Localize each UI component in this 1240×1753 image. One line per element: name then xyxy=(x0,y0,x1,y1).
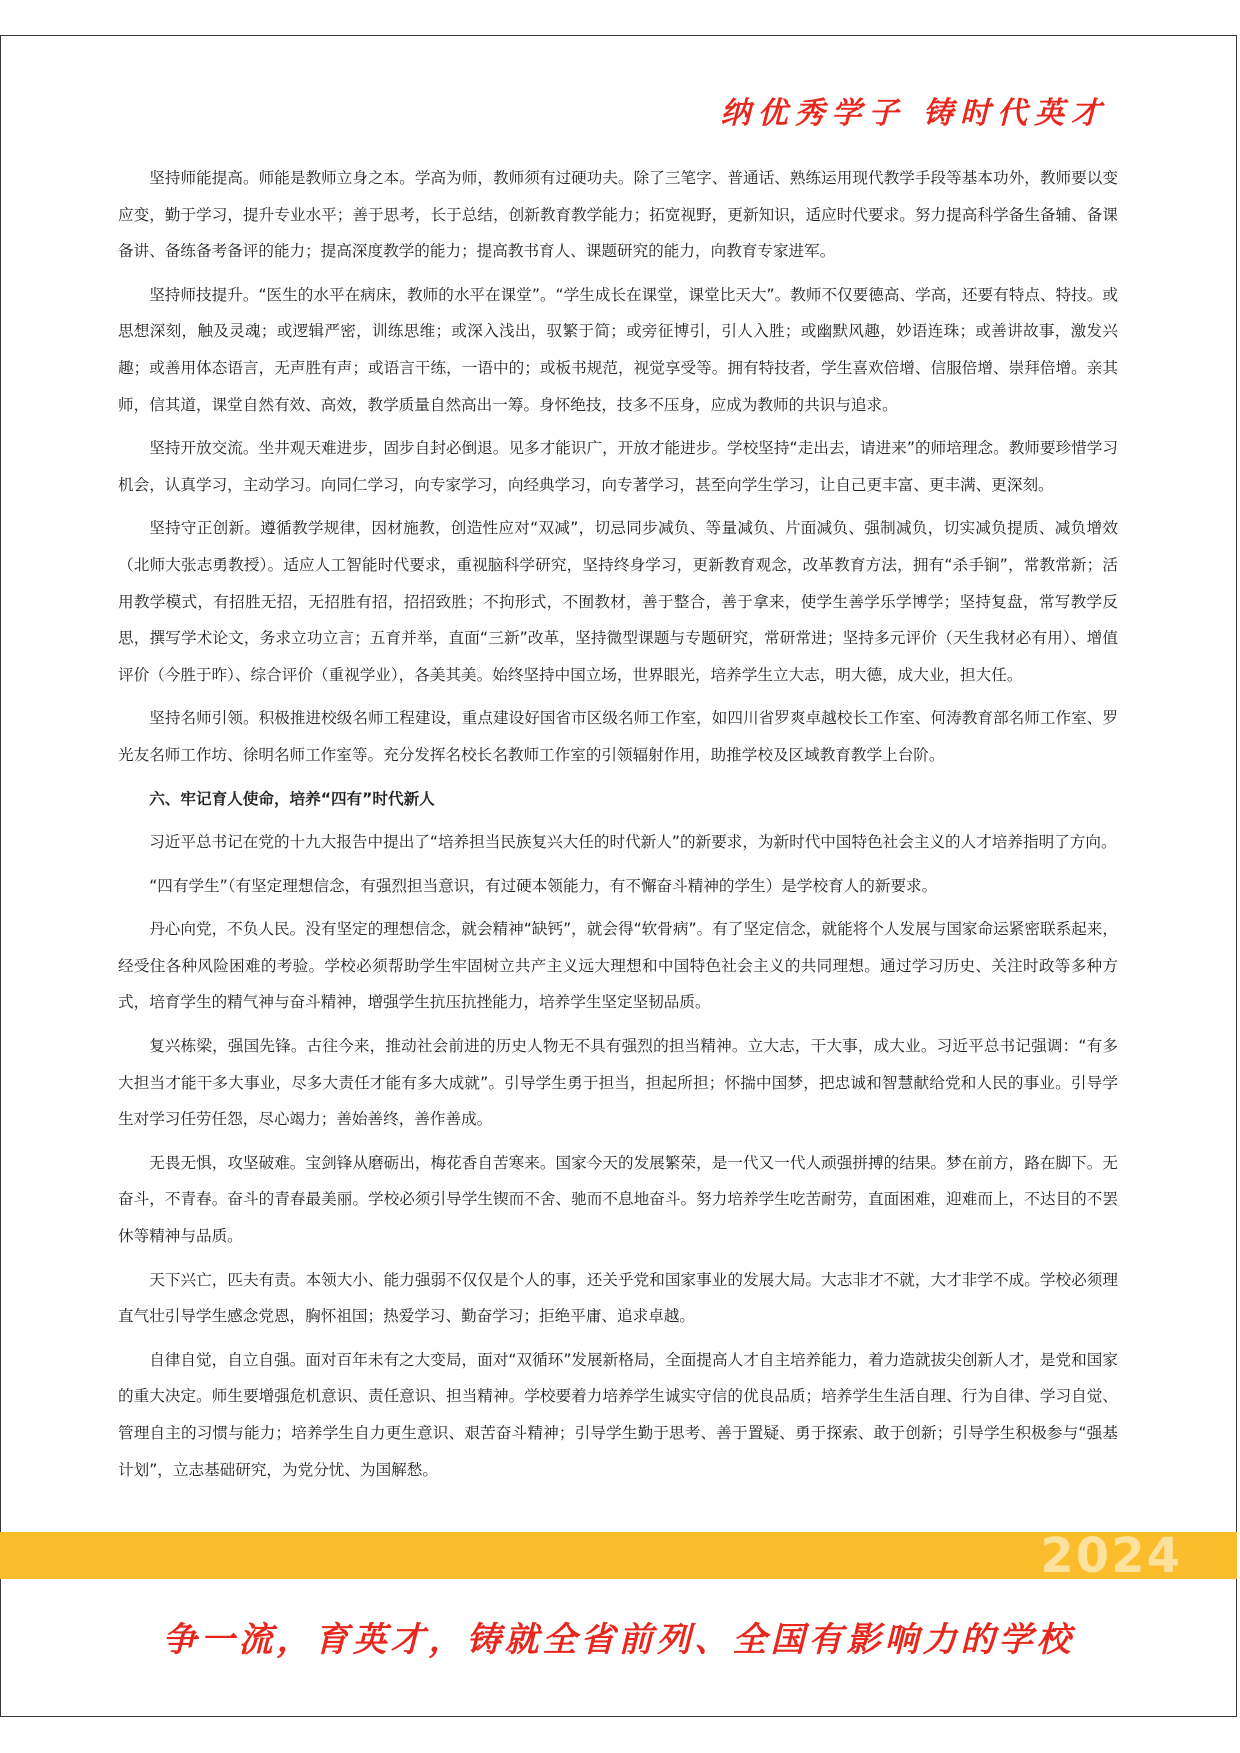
paragraph: 复兴栋梁，强国先锋。古往今来，推动社会前进的历史人物无不具有强烈的担当精神。立大志，干大事，成大业。习近平总书记强调：“有多大担当才能干多大事业，尽多大责任才能有多大成就”。引导学生勇于担当，担起所担；怀揣中国梦，把忠诚和智慧献给党和人民的事业。引导学生对学习任劳任怨，尽心竭力；善始善终，善作善成。 xyxy=(118,1037,1118,1129)
paragraph: 坚持开放交流。坐井观天难进步，固步自封必倒退。见多才能识广，开放才能进步。学校坚持“走出去，请进来”的师培理念。教师要珍惜学习机会，认真学习，主动学习。向同仁学习，向专家学习，向经典学习，向专著学习，甚至向学生学习，让自己更丰富、更丰满、更深刻。 xyxy=(118,439,1118,494)
paragraph: “四有学生”（有坚定理想信念，有强烈担当意识，有过硬本领能力，有不懈奋斗精神的学生）是学校育人的新要求。 xyxy=(149,876,938,895)
article-body xyxy=(118,160,1118,1495)
footer-year: 2024 xyxy=(1040,1528,1182,1584)
paragraph: 自律自觉，自立自强。面对百年未有之大变局，面对“双循环”发展新格局，全面提高人才自主培养能力，着力造就拔尖创新人才，是党和国家的重大决定。师生要增强危机意识、责任意识、担当精神。学校要着力培养学生诚实守信的优良品质；培养学生生活自理、行为自律、学习自觉、管理自主的习惯与能力；培养学生自力更生意识、艰苦奋斗精神；引导学生勤于思考、善于置疑、勇于探索、敢于创新；引导学生积极参与“强基计划”，立志基础研究，为党分忧、为国解愁。 xyxy=(118,1350,1118,1479)
footer-slogan: 争一流，育英才，铸就全省前列、全国有影响力的学校 xyxy=(162,1620,1075,1660)
paragraph: 丹心向党，不负人民。没有坚定的理想信念，就会精神“缺钙”，就会得“软骨病”。有了坚定信念，就能将个人发展与国家命运紧密联系起来，经受住各种风险困难的考验。学校必须帮助学生牢固树立共产主义远大理想和中国特色社会主义的共同理想。通过学习历史、关注时政等多种方式，培育学生的精气神与奋斗精神，增强学生抗压抗挫能力，培养学生坚定坚韧品质。 xyxy=(118,920,1118,1012)
paragraph: 坚持师技提升。“医生的水平在病床，教师的水平在课堂”。“学生成长在课堂，课堂比天大”。教师不仅要德高、学高，还要有特点、特技。或思想深刻，触及灵魂；或逻辑严密，训练思维；或深入浅出，驭繁于简；或旁征博引，引人入胜；或幽默风趣，妙语连珠；或善讲故事，激发兴趣；或善用体态语言，无声胜有声；或语言干练，一语中的；或板书规范，视觉享受等。拥有特技者，学生喜欢倍增、信服倍增、崇拜倍增。亲其师，信其道，课堂自然有效、高效，教学质量自然高出一筹。身怀绝技，技多不压身，应成为教师的共识与追求。 xyxy=(118,285,1118,414)
paragraph: 无畏无惧，攻坚破难。宝剑锋从磨砺出，梅花香自苦寒来。国家今天的发展繁荣，是一代又一代人顽强拼搏的结果。梦在前方，路在脚下。无奋斗，不青春。奋斗的青春最美丽。学校必须引导学生锲而不舍、驰而不息地奋斗。努力培养学生吃苦耐劳，直面困难，迎难而上，不达目的不罢休等精神与品质。 xyxy=(118,1153,1118,1246)
paragraph: 天下兴亡，匹夫有责。本领大小、能力强弱不仅仅是个人的事，还关乎党和国家事业的发展大局。大志非才不就，大才非学不成。学校必须理直气壮引导学生感念党恩，胸怀祖国；热爱学习、勤奋学习；拒绝平庸、追求卓越。 xyxy=(118,1270,1118,1326)
section-heading: 六、牢记育人使命，培养“四有”时代新人 xyxy=(149,789,435,808)
paragraph: 坚持守正创新。遵循教学规律，因材施教，创造性应对“双减”，切忌同步减负、等量减负、片面减负、强制减负，切实减负提质、减负增效（北师大张志勇教授）。适应人工智能时代要求，重视脑科学研究，坚持终身学习，更新教育观念，改革教育方法，拥有“杀手锏”，常教常新；活用教学模式，有招胜无招，无招胜有招，招招致胜；不拘形式，不囿教材，善于整合，善于拿来，使学生善学乐学博学；坚持复盘，常写教学反思，撰写学术论文，务求立功立言；五育并举，直面“三新”改革，坚持微型课题与专题研究，常研常进；坚持多元评价（天生我材必有用）、增值评价（今胜于昨）、综合评价（重视学业），各美其美。始终坚持中国立场，世界眼光，培养学生立大志，明大德，成大业，担大任。 xyxy=(118,519,1118,684)
header-slogan: 纳优秀学子 铸时代英才 xyxy=(720,96,1108,131)
paragraph: 坚持名师引领。积极推进校级名师工程建设，重点建设好国省市区级名师工作室，如四川省罗爽卓越校长工作室、何涛教育部名师工作室、罗光友名师工作坊、徐明名师工作室等。充分发挥名校长名教师工作室的引领辐射作用，助推学校及区域教育教学上台阶。 xyxy=(118,709,1118,764)
paragraph: 坚持师能提高。师能是教师立身之本。学高为师，教师须有过硬功夫。除了三笔字、普通话、熟练运用现代教学手段等基本功外，教师要以变应变，勤于学习，提升专业水平；善于思考，长于总结，创新教育教学能力；拓宽视野，更新知识，适应时代要求。努力提高科学备生备辅、备课备讲、备练备考备评的能力；提高深度教学的能力；提高教书育人、课题研究的能力，向教育专家进军。 xyxy=(118,169,1118,261)
paragraph: 习近平总书记在党的十九大报告中提出了“培养担当民族复兴大任的时代新人”的新要求，为新时代中国特色社会主义的人才培养指明了方向。 xyxy=(149,833,1117,852)
